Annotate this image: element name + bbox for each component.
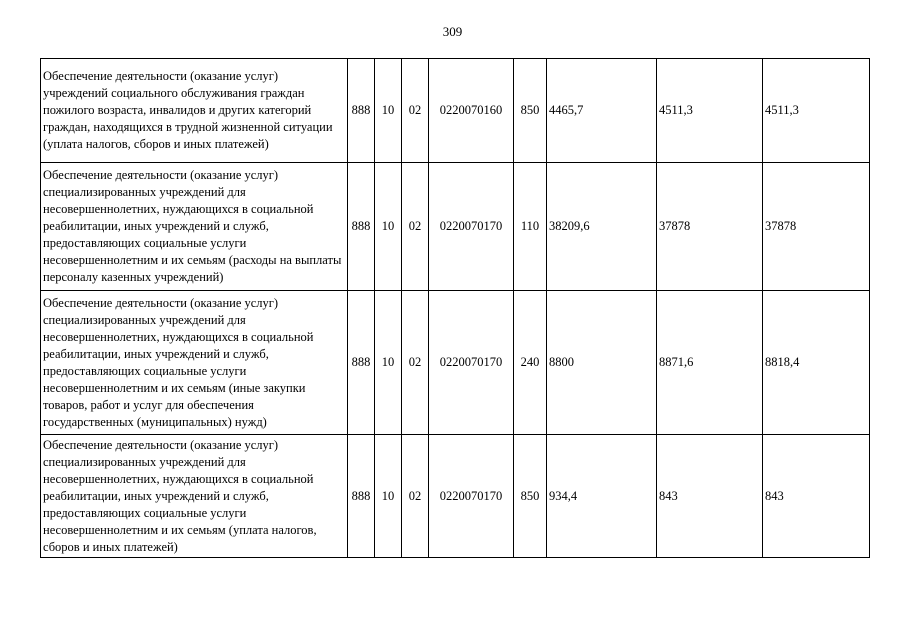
amount-year-1: 934,4 xyxy=(547,435,657,558)
amount-year-1: 8800 xyxy=(547,291,657,435)
row-description: Обеспечение деятельности (оказание услуг) специализированных учреждений для несовершеннолетних, нуждающихся в социальной реабилитации, иных учреждений и служб, предоставляющих социальные услуги несовершеннолетним и их семьям (уплата налогов, сборов и иных платежей) xyxy=(41,435,348,558)
amount-year-2: 843 xyxy=(657,435,763,558)
grbs-code: 888 xyxy=(348,163,375,291)
expense-type-code: 850 xyxy=(514,435,547,558)
amount-year-3: 37878 xyxy=(763,163,870,291)
amount-year-3: 843 xyxy=(763,435,870,558)
grbs-code: 888 xyxy=(348,291,375,435)
amount-year-3: 8818,4 xyxy=(763,291,870,435)
row-description: Обеспечение деятельности (оказание услуг) учреждений социального обслуживания граждан пожилого возраста, инвалидов и других категорий граждан, находящихся в трудной жизненной ситуации (уплата налогов, сборов и иных платежей) xyxy=(41,59,348,163)
target-article-code: 0220070170 xyxy=(429,435,514,558)
budget-table xyxy=(40,58,870,558)
table-row xyxy=(41,163,870,291)
amount-year-1: 38209,6 xyxy=(547,163,657,291)
section-code: 10 xyxy=(375,291,402,435)
section-code: 10 xyxy=(375,59,402,163)
target-article-code: 0220070160 xyxy=(429,59,514,163)
amount-year-2: 4511,3 xyxy=(657,59,763,163)
expense-type-code: 850 xyxy=(514,59,547,163)
subsection-code: 02 xyxy=(402,163,429,291)
amount-year-2: 37878 xyxy=(657,163,763,291)
expense-type-code: 240 xyxy=(514,291,547,435)
target-article-code: 0220070170 xyxy=(429,291,514,435)
subsection-code: 02 xyxy=(402,59,429,163)
subsection-code: 02 xyxy=(402,291,429,435)
row-description: Обеспечение деятельности (оказание услуг) специализированных учреждений для несовершеннолетних, нуждающихся в социальной реабилитации, иных учреждений и служб, предоставляющих социальные услуги несовершеннолетним и их семьям (иные закупки товаров, работ и услуг для обеспечения государственных (муниципальных) нужд) xyxy=(41,291,348,435)
table-row xyxy=(41,435,870,558)
row-description: Обеспечение деятельности (оказание услуг) специализированных учреждений для несовершеннолетних, нуждающихся в социальной реабилитации, иных учреждений и служб, предоставляющих социальные услуги несовершеннолетним и их семьям (расходы на выплаты персоналу казенных учреждений) xyxy=(41,163,348,291)
section-code: 10 xyxy=(375,163,402,291)
subsection-code: 02 xyxy=(402,435,429,558)
table-row xyxy=(41,291,870,435)
amount-year-3: 4511,3 xyxy=(763,59,870,163)
expense-type-code: 110 xyxy=(514,163,547,291)
amount-year-2: 8871,6 xyxy=(657,291,763,435)
page-number: 309 xyxy=(442,24,463,39)
target-article-code: 0220070170 xyxy=(429,163,514,291)
section-code: 10 xyxy=(375,435,402,558)
grbs-code: 888 xyxy=(348,59,375,163)
table-row xyxy=(41,59,870,163)
grbs-code: 888 xyxy=(348,435,375,558)
amount-year-1: 4465,7 xyxy=(547,59,657,163)
